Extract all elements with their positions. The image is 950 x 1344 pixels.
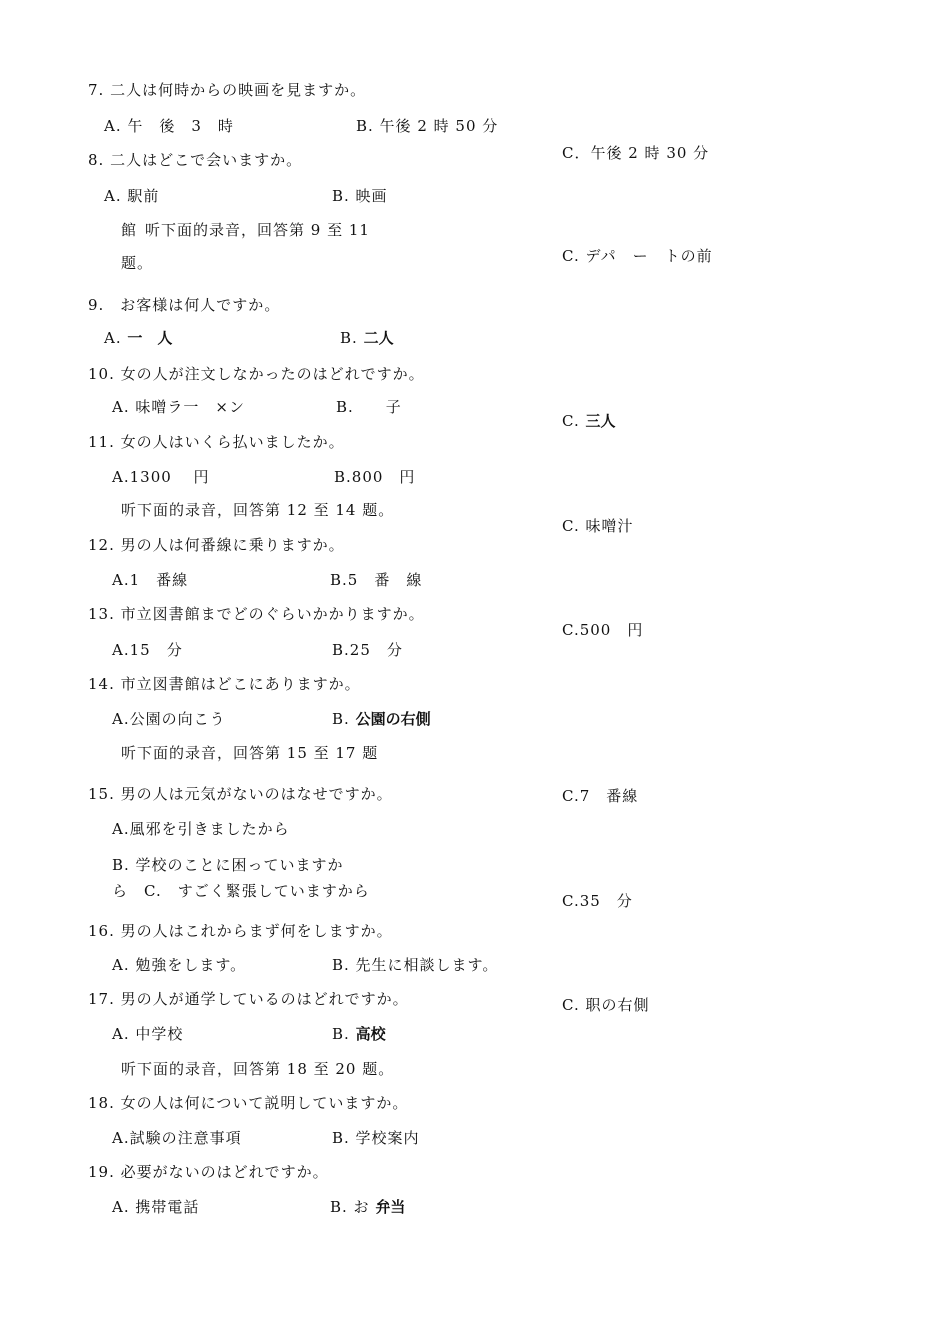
question-10-option-b: B. 子 (336, 398, 402, 416)
question-11-option-a: A.1300 円 (112, 468, 210, 486)
question-13-option-a: A.15 分 (112, 641, 183, 659)
question-9-option-c: C. 三人 (562, 412, 616, 430)
question-8-option-b-cont: 館 (121, 221, 138, 239)
section-9-11-instruction-cont: 题。 (121, 254, 154, 272)
question-19-stem: 19. 必要がないのはどれですか。 (88, 1163, 329, 1181)
question-10-option-a: A. 味噌ラ一 ×ン (112, 398, 245, 416)
question-10-stem: 10. 女の人が注文しなかったのはどれですか。 (88, 365, 425, 383)
question-12-stem: 12. 男の人は何番線に乗りますか。 (88, 536, 345, 554)
question-15-option-a: A.風邪を引きましたから (112, 820, 290, 838)
question-16-stem: 16. 男の人はこれからまず何をしますか。 (88, 922, 393, 940)
question-18-option-a: A.試験の注意事項 (112, 1129, 242, 1147)
question-13-option-c: C.35 分 (562, 892, 633, 910)
question-9-stem: 9. お客様は何人ですか。 (88, 296, 281, 314)
section-15-17-instruction: 听下面的录音，回答第 15 至 17 题 (121, 744, 379, 762)
question-12-option-a: A.1 番線 (112, 571, 189, 589)
question-8-stem: 8. 二人はどこで会いますか。 (88, 151, 303, 169)
question-8-option-a: A. 駅前 (104, 187, 160, 205)
question-15-option-b: B. 学校のことに困っていますか (112, 856, 344, 874)
question-7-option-c: C．午後 2 時 30 分 (562, 144, 710, 162)
question-16-option-b: B. 先生に相談します。 (332, 956, 499, 974)
question-14-option-b: B. 公園の右側 (332, 710, 431, 728)
question-17-option-a: A. 中学校 (112, 1025, 184, 1043)
question-11-stem: 11. 女の人はいくら払いましたか。 (88, 433, 345, 451)
question-18-stem: 18. 女の人は何について説明していますか。 (88, 1094, 409, 1112)
question-15-stem: 15. 男の人は元気がないのはなせですか。 (88, 785, 393, 803)
question-11-option-b: B.800 円 (334, 468, 416, 486)
question-8-option-c: C. デパ ー トの前 (562, 247, 713, 265)
question-15-option-b-cont: ら C. すごく緊張していますから (112, 882, 370, 900)
question-14-option-a: A.公園の向こう (112, 710, 226, 728)
question-13-option-b: B.25 分 (332, 641, 403, 659)
question-19-option-b: B. お 弁当 (330, 1198, 406, 1216)
question-13-stem: 13. 市立図書館までどのぐらいかかりますか。 (88, 605, 425, 623)
question-12-option-b: B.5 番 線 (330, 571, 423, 589)
question-19-option-a: A. 携帯電話 (112, 1198, 200, 1216)
section-18-20-instruction: 听下面的录音，回答第 18 至 20 题。 (121, 1060, 395, 1078)
section-9-11-instruction: 听下面的录音，回答第 9 至 11 (145, 221, 370, 239)
question-12-option-c: C.7 番線 (562, 787, 639, 805)
question-7-stem: 7. 二人は何時からの映画を見ますか。 (88, 81, 367, 99)
section-12-14-instruction: 听下面的录音，回答第 12 至 14 题。 (121, 501, 395, 519)
question-17-option-b: B. 高校 (332, 1025, 386, 1043)
question-18-option-b: B. 学校案内 (332, 1129, 420, 1147)
question-7-option-a: A. 午 後 3 時 (104, 117, 234, 135)
question-9-option-b: B. 二人 (340, 329, 394, 347)
question-14-option-c: C. 职の右側 (562, 996, 650, 1014)
question-8-option-b: B. 映画 (332, 187, 388, 205)
question-10-option-c: C. 味噌汁 (562, 517, 634, 535)
question-7-option-b: B. 午後 2 時 50 分 (356, 117, 499, 135)
question-14-stem: 14. 市立図書館はどこにありますか。 (88, 675, 361, 693)
question-16-option-a: A. 勉強をします。 (112, 956, 247, 974)
question-9-option-a: A. 一 人 (104, 329, 173, 347)
question-11-option-c: C.500 円 (562, 621, 644, 639)
question-17-stem: 17. 男の人が通学しているのはどれですか。 (88, 990, 409, 1008)
